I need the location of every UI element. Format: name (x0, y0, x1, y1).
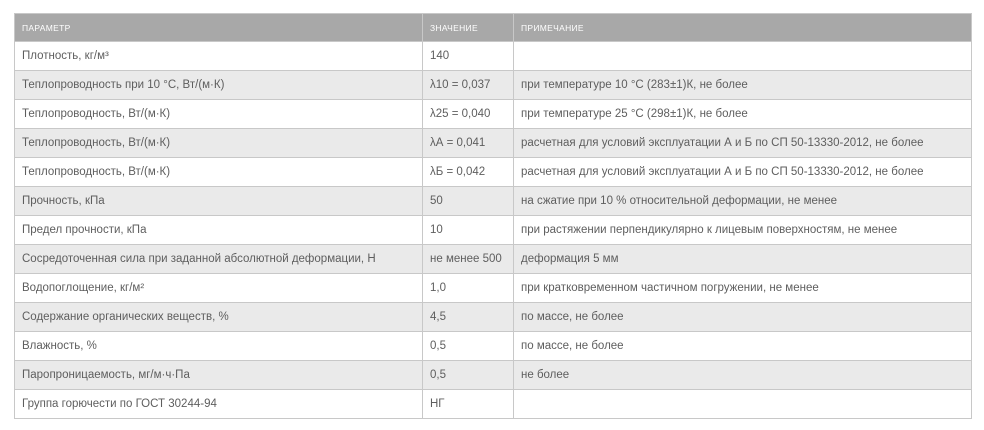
cell-note: при растяжении перпендикулярно к лицевым поверхностям, не менее (514, 216, 972, 245)
cell-value: λБ = 0,042 (423, 158, 514, 187)
cell-parameter: Содержание органических веществ, % (15, 303, 423, 332)
cell-value: λА = 0,041 (423, 129, 514, 158)
cell-note (514, 390, 972, 419)
cell-parameter: Плотность, кг/м³ (15, 42, 423, 71)
cell-value: 50 (423, 187, 514, 216)
cell-value: НГ (423, 390, 514, 419)
cell-value: 0,5 (423, 361, 514, 390)
header-value: ЗНАЧЕНИЕ (423, 14, 514, 42)
header-parameter: ПАРАМЕТР (15, 14, 423, 42)
cell-value: 10 (423, 216, 514, 245)
cell-parameter: Теплопроводность, Вт/(м·К) (15, 100, 423, 129)
cell-parameter: Теплопроводность, Вт/(м·К) (15, 158, 423, 187)
table-row (15, 216, 972, 245)
cell-note: при кратковременном частичном погружении, не менее (514, 274, 972, 303)
cell-value: λ25 = 0,040 (423, 100, 514, 129)
cell-parameter: Влажность, % (15, 332, 423, 361)
table-body (15, 42, 972, 419)
table-row (15, 303, 972, 332)
cell-parameter: Теплопроводность при 10 °С, Вт/(м·К) (15, 71, 423, 100)
cell-parameter: Водопоглощение, кг/м² (15, 274, 423, 303)
table-row (15, 332, 972, 361)
cell-note: на сжатие при 10 % относительной деформации, не менее (514, 187, 972, 216)
cell-parameter: Предел прочности, кПа (15, 216, 423, 245)
cell-parameter: Прочность, кПа (15, 187, 423, 216)
cell-value: 140 (423, 42, 514, 71)
cell-note: при температуре 10 °С (283±1)К, не более (514, 71, 972, 100)
cell-parameter: Теплопроводность, Вт/(м·К) (15, 129, 423, 158)
cell-note: при температуре 25 °С (298±1)К, не более (514, 100, 972, 129)
table-row (15, 100, 972, 129)
cell-note: по массе, не более (514, 332, 972, 361)
table-row (15, 274, 972, 303)
cell-value: не менее 500 (423, 245, 514, 274)
table-row (15, 187, 972, 216)
properties-table (14, 13, 972, 419)
table-row (15, 361, 972, 390)
table-row (15, 245, 972, 274)
table-row (15, 129, 972, 158)
cell-value: 4,5 (423, 303, 514, 332)
cell-note: не более (514, 361, 972, 390)
table-row (15, 71, 972, 100)
cell-note: деформация 5 мм (514, 245, 972, 274)
table-row (15, 390, 972, 419)
cell-parameter: Группа горючести по ГОСТ 30244-94 (15, 390, 423, 419)
cell-parameter: Сосредоточенная сила при заданной абсолютной деформации, Н (15, 245, 423, 274)
cell-value: 0,5 (423, 332, 514, 361)
table-row (15, 42, 972, 71)
cell-value: λ10 = 0,037 (423, 71, 514, 100)
cell-value: 1,0 (423, 274, 514, 303)
cell-parameter: Паропроницаемость, мг/м·ч·Па (15, 361, 423, 390)
header-row (15, 14, 972, 42)
table-row (15, 158, 972, 187)
cell-note: расчетная для условий эксплуатации А и Б по СП 50-13330-2012, не более (514, 129, 972, 158)
cell-note: по массе, не более (514, 303, 972, 332)
cell-note: расчетная для условий эксплуатации А и Б по СП 50-13330-2012, не более (514, 158, 972, 187)
cell-note (514, 42, 972, 71)
header-note: ПРИМЕЧАНИЕ (514, 14, 972, 42)
